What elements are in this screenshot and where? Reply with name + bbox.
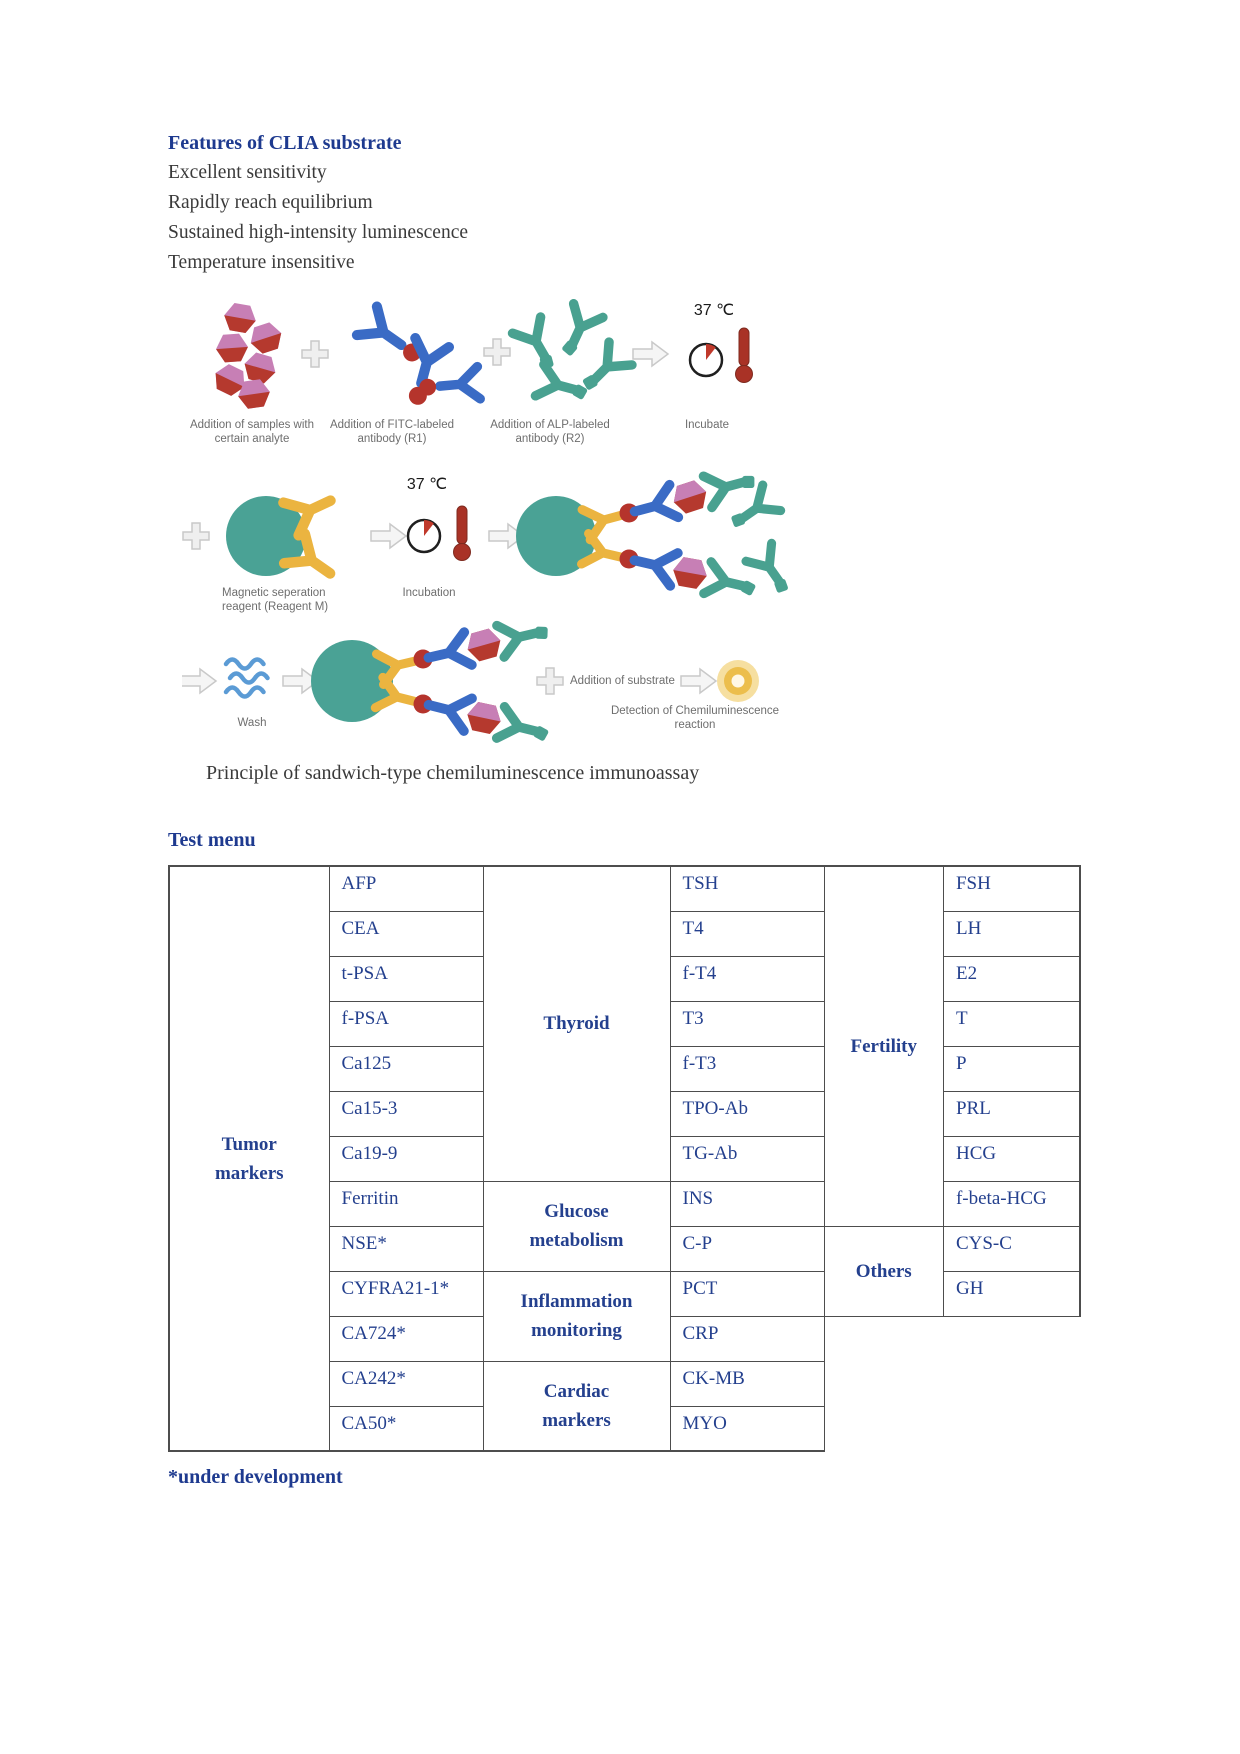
clock-icon — [690, 344, 722, 376]
test-item-cell: NSE* — [329, 1226, 483, 1271]
test-item-cell: MYO — [670, 1406, 824, 1451]
test-item-cell: T — [943, 1001, 1080, 1046]
feature-item: Excellent sensitivity — [168, 162, 327, 183]
wash-waves-icon — [226, 660, 268, 697]
test-item-cell: CYFRA21-1* — [329, 1271, 483, 1316]
glow-icon — [717, 660, 759, 702]
test-item-cell: Ca19-9 — [329, 1136, 483, 1181]
incubate-step-label: Incubate — [684, 419, 730, 431]
test-item-cell: TPO-Ab — [670, 1091, 824, 1136]
substrate-step-label: Addition of substrate — [570, 675, 675, 687]
test-item-cell: t-PSA — [329, 956, 483, 1001]
test-item-cell: CYS-C — [943, 1226, 1080, 1271]
alp-antibodies-icon — [513, 304, 632, 409]
test-item-cell: f-T4 — [670, 956, 824, 1001]
feature-item: Temperature insensitive — [168, 252, 355, 273]
test-item-cell: CEA — [329, 911, 483, 956]
test-item-cell: P — [943, 1046, 1080, 1091]
test-item-cell: C-P — [670, 1226, 824, 1271]
test-item-cell: CA50* — [329, 1406, 483, 1451]
plus-icon — [183, 523, 209, 549]
test-menu-table — [168, 865, 1081, 1452]
arrow-icon — [371, 524, 406, 548]
test-item-cell: PRL — [943, 1091, 1080, 1136]
magnetic-bead-icon — [226, 484, 340, 588]
thermometer-icon — [736, 328, 753, 383]
detection-step-label: Detection of Chemiluminescence reaction — [610, 705, 780, 731]
antigen-gems-icon — [210, 302, 286, 410]
category-cell: Thyroid — [483, 866, 670, 1181]
test-item-cell: f-PSA — [329, 1001, 483, 1046]
test-item-cell: f-T3 — [670, 1046, 824, 1091]
immunoassay-diagram — [182, 296, 842, 746]
test-item-cell: CRP — [670, 1316, 824, 1361]
category-cell: Others — [824, 1226, 943, 1316]
arrow-icon — [633, 342, 668, 366]
incubation-step-label: Incubation — [402, 587, 456, 599]
test-item-cell: PCT — [670, 1271, 824, 1316]
test-item-cell: HCG — [943, 1136, 1080, 1181]
temperature-label: 37 ℃ — [693, 302, 735, 319]
fitc-antibodies-icon — [357, 307, 480, 409]
test-item-cell: f-beta-HCG — [943, 1181, 1080, 1226]
features-heading: Features of CLIA substrate — [168, 132, 402, 154]
plus-icon — [537, 668, 563, 694]
category-cell: Inflammation monitoring — [483, 1271, 670, 1361]
test-item-cell: LH — [943, 911, 1080, 956]
test-item-cell: FSH — [943, 866, 1080, 911]
reagent-step-label: Magnetic seperation reagent (Reagent M) — [222, 587, 329, 613]
test-menu-heading: Test menu — [168, 829, 256, 851]
clock-icon — [408, 520, 440, 552]
r1-step-label: Addition of FITC-labeled antibody (R1) — [329, 419, 454, 445]
test-item-cell: CA724* — [329, 1316, 483, 1361]
arrow-icon — [182, 669, 216, 693]
immune-complex-icon — [516, 463, 799, 604]
immunoassay-diagram-graphics — [182, 296, 842, 746]
test-item-cell: GH — [943, 1271, 1080, 1316]
diagram-caption: Principle of sandwich-type chemiluminescence immunoassay — [206, 762, 700, 784]
category-cell: Glucose metabolism — [483, 1181, 670, 1271]
test-item-cell: INS — [670, 1181, 824, 1226]
test-item-cell: TSH — [670, 866, 824, 911]
category-cell: Fertility — [824, 866, 943, 1226]
table-row — [169, 866, 1080, 911]
test-item-cell: Ca125 — [329, 1046, 483, 1091]
r2-step-label: Addition of ALP-labeled antibody (R2) — [490, 419, 610, 445]
temperature-label: 37 ℃ — [406, 476, 448, 493]
feature-item: Sustained high-intensity luminescence — [168, 222, 469, 243]
test-item-cell: Ca15-3 — [329, 1091, 483, 1136]
category-cell: Tumor markers — [169, 866, 329, 1451]
test-item-cell: T4 — [670, 911, 824, 956]
table-footnote: *under development — [168, 1466, 343, 1488]
test-item-cell: E2 — [943, 956, 1080, 1001]
washed-complex-icon — [311, 614, 552, 746]
category-cell: Cardiac markers — [483, 1361, 670, 1451]
plus-icon — [484, 339, 510, 365]
feature-item: Rapidly reach equilibrium — [168, 192, 373, 213]
plus-icon — [302, 341, 328, 367]
test-item-cell: CK-MB — [670, 1361, 824, 1406]
samples-step-label: Addition of samples with certain analyte — [189, 419, 314, 445]
test-item-cell: CA242* — [329, 1361, 483, 1406]
test-item-cell: TG-Ab — [670, 1136, 824, 1181]
test-item-cell: Ferritin — [329, 1181, 483, 1226]
thermometer-icon — [454, 506, 471, 561]
wash-step-label: Wash — [237, 717, 267, 729]
test-item-cell: T3 — [670, 1001, 824, 1046]
test-item-cell: AFP — [329, 866, 483, 911]
